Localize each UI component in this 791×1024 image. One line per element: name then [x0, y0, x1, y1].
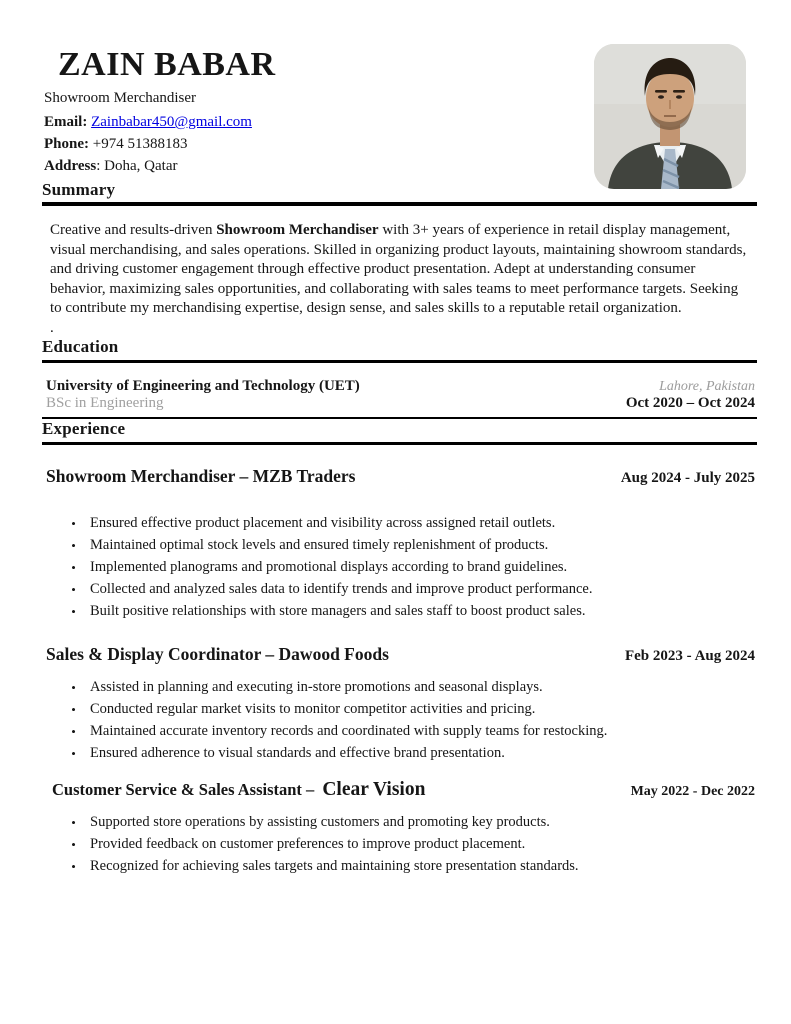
education-divider [42, 360, 757, 363]
list-item [57, 515, 757, 532]
list-item [57, 679, 757, 696]
bullet-icon: • [71, 516, 76, 531]
job-entry [42, 644, 757, 762]
list-item [57, 537, 757, 554]
education-entry-row [46, 378, 755, 395]
job-title: Sales & Display Coordinator – Dawood Foods [46, 644, 389, 664]
bullet-text: Supported store operations by assisting customers and promoting key products. [90, 814, 550, 830]
job-header [52, 779, 755, 801]
bullet-text: Conducted regular market visits to monitor competitor activities and pricing. [90, 701, 536, 717]
summary-text-after: with 3+ years of experience in retail display management, visual merchandising, and sales operations. Skilled in organizing product layouts, maintaining showroom standards, and driving customer engagement through effective product presentation. Adept at understanding consumer behavior, maximizing sales opportunities, and collaborating with sales teams to meet performance targets. Seeking to contribute my merchandising expertise, design sense, and sales skills to a reputable retail organization. [50, 222, 747, 316]
job-bullet-list [42, 814, 757, 875]
job-bullet-list [42, 679, 757, 762]
experience-divider [42, 442, 757, 445]
education-dates: Oct 2020 – Oct 2024 [625, 394, 755, 411]
bullet-text: Collected and analyzed sales data to identify trends and improve product performance. [90, 581, 593, 597]
bullet-text: Assisted in planning and executing in-store promotions and seasonal displays. [90, 679, 543, 695]
job-entry [42, 466, 757, 620]
bullet-icon: • [71, 582, 76, 597]
bullet-icon: • [71, 702, 76, 717]
bullet-icon: • [71, 560, 76, 575]
job-dates: Aug 2024 - July 2025 [620, 470, 755, 486]
job-header [46, 466, 755, 487]
bullet-text: Maintained accurate inventory records and coordinated with supply teams for restocking. [90, 723, 608, 739]
candidate-job-title: Showroom Merchandiser [44, 90, 197, 106]
job-title: Showroom Merchandiser – MZB Traders [46, 466, 356, 486]
summary-divider [42, 202, 757, 206]
summary-trailing-dot: . [50, 319, 54, 336]
education-entry-row [46, 395, 755, 412]
summary-bold-term: Showroom Merchandiser [216, 222, 379, 238]
summary-text-before: Creative and results-driven [50, 222, 217, 238]
experience-heading: Experience [42, 419, 126, 438]
phone-label: Phone: [44, 136, 89, 152]
job-entry [42, 779, 757, 875]
job-company-name: Clear Vision [322, 779, 426, 800]
bullet-text: Provided feedback on customer preferences to improve product placement. [90, 836, 526, 852]
school-name: University of Engineering and Technology (UET) [46, 377, 360, 394]
profile-photo [594, 44, 746, 189]
list-item [57, 603, 757, 620]
email-link[interactable]: Zainbabar450@gmail.com [91, 114, 252, 130]
education-section [42, 337, 757, 420]
list-item [57, 559, 757, 576]
bullet-icon: • [71, 746, 76, 761]
job-dates: May 2022 - Dec 2022 [630, 784, 755, 799]
education-heading: Education [42, 336, 119, 356]
job-title-text: Customer Service & Sales Assistant – [52, 780, 315, 799]
degree-name: BSc in Engineering [46, 394, 164, 411]
address-label: Address [44, 158, 97, 174]
phone-value: +974 51388183 [89, 136, 188, 152]
candidate-name: ZAIN BABAR [58, 46, 276, 83]
portrait-illustration [594, 44, 746, 189]
job-title [52, 779, 425, 801]
bullet-icon: • [71, 680, 76, 695]
bullet-icon: • [71, 815, 76, 830]
experience-section [42, 419, 757, 875]
email-label: Email: [44, 114, 88, 130]
bullet-text: Ensured adherence to visual standards and effective brand presentation. [90, 745, 505, 761]
bullet-text: Recognized for achieving sales targets and maintaining store presentation standards. [90, 858, 579, 874]
summary-paragraph [50, 221, 753, 319]
bullet-icon: • [71, 724, 76, 739]
list-item [57, 745, 757, 762]
bullet-text: Implemented planograms and promotional displays according to brand guidelines. [90, 559, 568, 575]
summary-heading: Summary [42, 180, 116, 199]
job-bullet-list [42, 515, 757, 620]
school-location: Lahore, Pakistan [659, 378, 755, 394]
list-item [57, 836, 757, 853]
summary-section [42, 180, 757, 337]
bullet-text: Maintained optimal stock levels and ensured timely replenishment of products. [90, 537, 549, 553]
list-item [57, 814, 757, 831]
list-item [57, 858, 757, 875]
list-item [57, 581, 757, 598]
bullet-text: Ensured effective product placement and visibility across assigned retail outlets. [90, 515, 556, 531]
job-header [46, 644, 755, 665]
list-item [57, 723, 757, 740]
bullet-icon: • [71, 859, 76, 874]
address-value: : Doha, Qatar [96, 158, 178, 174]
job-dates: Feb 2023 - Aug 2024 [624, 648, 755, 664]
bullet-text: Built positive relationships with store managers and sales staff to boost product sales. [90, 603, 586, 619]
bullet-icon: • [71, 837, 76, 852]
bullet-icon: • [71, 538, 76, 553]
list-item [57, 701, 757, 718]
bullet-icon: • [71, 604, 76, 619]
